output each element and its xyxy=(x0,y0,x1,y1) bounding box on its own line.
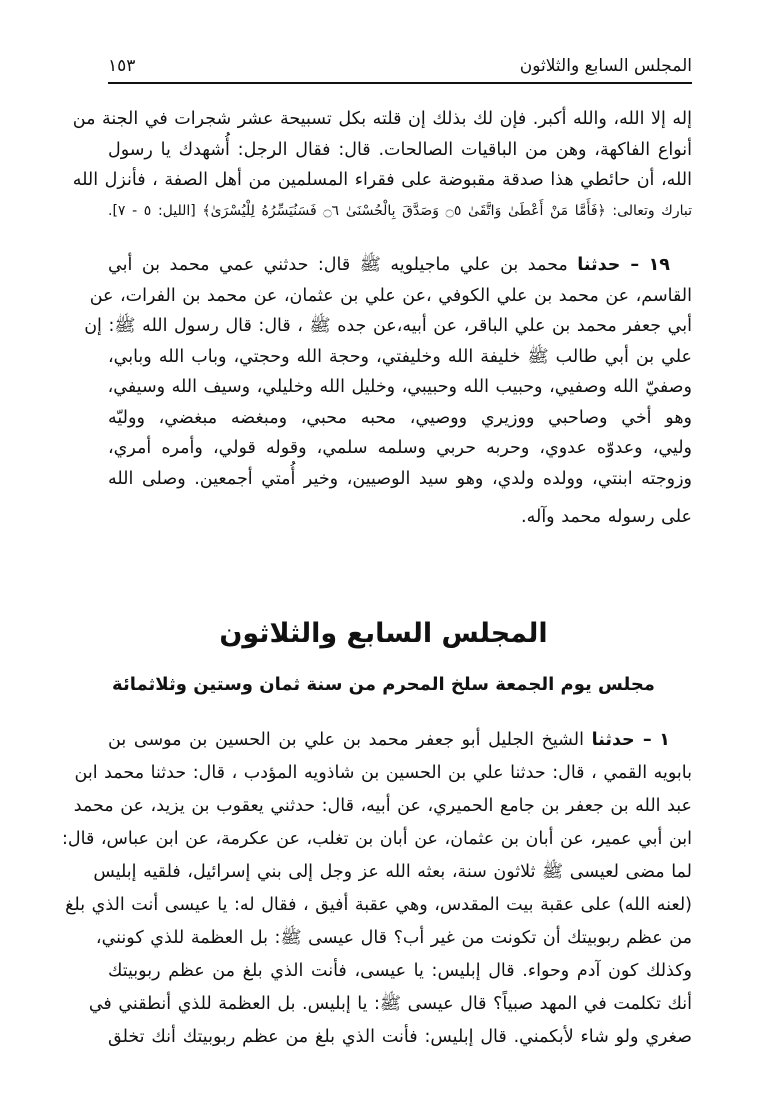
text-line: وكذلك كون آدم وحواء. قال إبليس: يا عيسى، فأنت الذي بلغ من عظم ربوبيتك xyxy=(108,961,692,981)
hadith-19 xyxy=(84,250,692,533)
text-line: على رسوله محمد وآله. xyxy=(521,507,692,527)
text-line: صغري ولو شاء لأبكمني. قال إبليس: فأنت الذي بلغ من عظم ربوبيتك أنك تخلق xyxy=(108,1027,692,1047)
hadith-first-line-text: محمد بن علي ماجيلويه ﷺ قال: حدثني عمي محمد بن أبي xyxy=(108,255,568,275)
page-number: ١٥٣ xyxy=(108,56,136,76)
chapter-title: المجلس السابع والثلاثون xyxy=(219,618,548,649)
chapter-subtitle: مجلس يوم الجمعة سلخ المحرم من سنة ثمان وستين وثلاثمائة xyxy=(112,674,655,695)
hadith-number: ١٩ xyxy=(648,255,670,275)
hadith-number: ١ xyxy=(659,730,670,750)
hadith-first-line xyxy=(108,724,692,757)
text-line: إله إلا الله، والله أكبر. فإن لك بذلك إن قلته بكل تسبيحة عشر شجرات في الجنة من xyxy=(72,109,692,129)
text-line: وزوجته ابنتي، وولده ولدي، وهو سيد الوصيين، وخير أُمتي أجمعين. وصلى الله xyxy=(108,468,692,489)
text-line: علي بن أبي طالب ﷺ خليفة الله وخليفتي، وحجة الله وحجتي، وباب الله وبابي، xyxy=(108,346,692,367)
hadith-lead: – حدثنا xyxy=(591,730,652,750)
text-line: من عظم ربوبيتك أن تكونت من غير أب؟ قال عيسى ﷺ: بل العظمة للذي كونني، xyxy=(95,928,692,948)
text-line: وصفيّ الله وصفيي، وحبيب الله وحبيبي، وخليل الله وخليلي، وسيف الله وسيفي، xyxy=(107,377,692,397)
text-line: عبد الله بن جعفر بن جامع الحميري، عن أبيه، قال: حدثني يعقوب بن يزيد، عن محمد xyxy=(73,796,692,816)
text-line: بابويه القمي ، قال: حدثنا علي بن الحسين بن شاذويه المؤدب ، قال: حدثنا محمد ابن xyxy=(74,763,692,783)
running-title: المجلس السابع والثلاثون xyxy=(519,56,692,76)
text-line: وليي، وعدوّه عدوي، وحربه حربي وسلمه سلمي، وقوله قولي، وأمره أمري، xyxy=(108,438,692,458)
text-line: (لعنه الله) على عقبة بيت المقدس، وهي عقبة أفيق ، فقال له: يا عيسى أنت الذي بلغ xyxy=(65,895,692,915)
hadith-first-line-text: الشيخ الجليل أبو جعفر محمد بن علي بن الحسين بن موسى بن xyxy=(108,730,584,750)
running-header xyxy=(108,52,692,84)
hadith-lead: – حدثنا xyxy=(577,255,640,275)
text-line: ابن أبي عمير، عن أبان بن عثمان، عن أبان بن تغلب، عن عكرمة، عن ابن عباس، قال: xyxy=(62,829,692,849)
hadith-1 xyxy=(62,724,692,1054)
text-line: أنك تكلمت في المهد صبياً؟ قال عيسى ﷺ: يا إبليس. بل العظمة للذي أنطقني في xyxy=(88,994,692,1014)
continuation-paragraph xyxy=(72,104,692,226)
text-line: لما مضى لعيسى ﷺ ثلاثون سنة، بعثه الله عز وجل إلى بني إسرائيل، فلقيه إبليس xyxy=(93,862,692,882)
hadith-first-line xyxy=(108,250,692,281)
text-line: أبي جعفر محمد بن علي الباقر، عن أبيه،عن جده ﷺ ، قال: قال رسول الله ﷺ: إن xyxy=(84,316,692,336)
quran-verse-line: تبارك وتعالى: ﴿فَأَمَّا مَنْ أَعْطَىٰ وَاتَّقَىٰ ۝٥ وَصَدَّقَ بِالْحُسْنَىٰ ۝٦ فَسَنُيَسِّرُهُ لِلْيُسْرَىٰ﴾ [الليل: ٥ - ٧]. xyxy=(108,202,692,219)
text-line: القاسم، عن محمد بن علي الكوفي ،عن علي بن عثمان، عن محمد بن الفرات، عن xyxy=(89,285,692,306)
text-line: أنواع الفاكهة، وهن من الباقيات الصالحات. قال: فقال الرجل: أُشهدك يا رسول xyxy=(108,139,692,160)
text-line: وهو أخي وصاحبي ووزيري ووصيي، محبه محبي، ومبغضه مبغضي، ووليّه xyxy=(108,407,692,428)
text-line: الله، أن حائطي هذا صدقة مقبوضة على فقراء المسلمين من أهل الصفة ، فأنزل الله xyxy=(72,170,692,190)
